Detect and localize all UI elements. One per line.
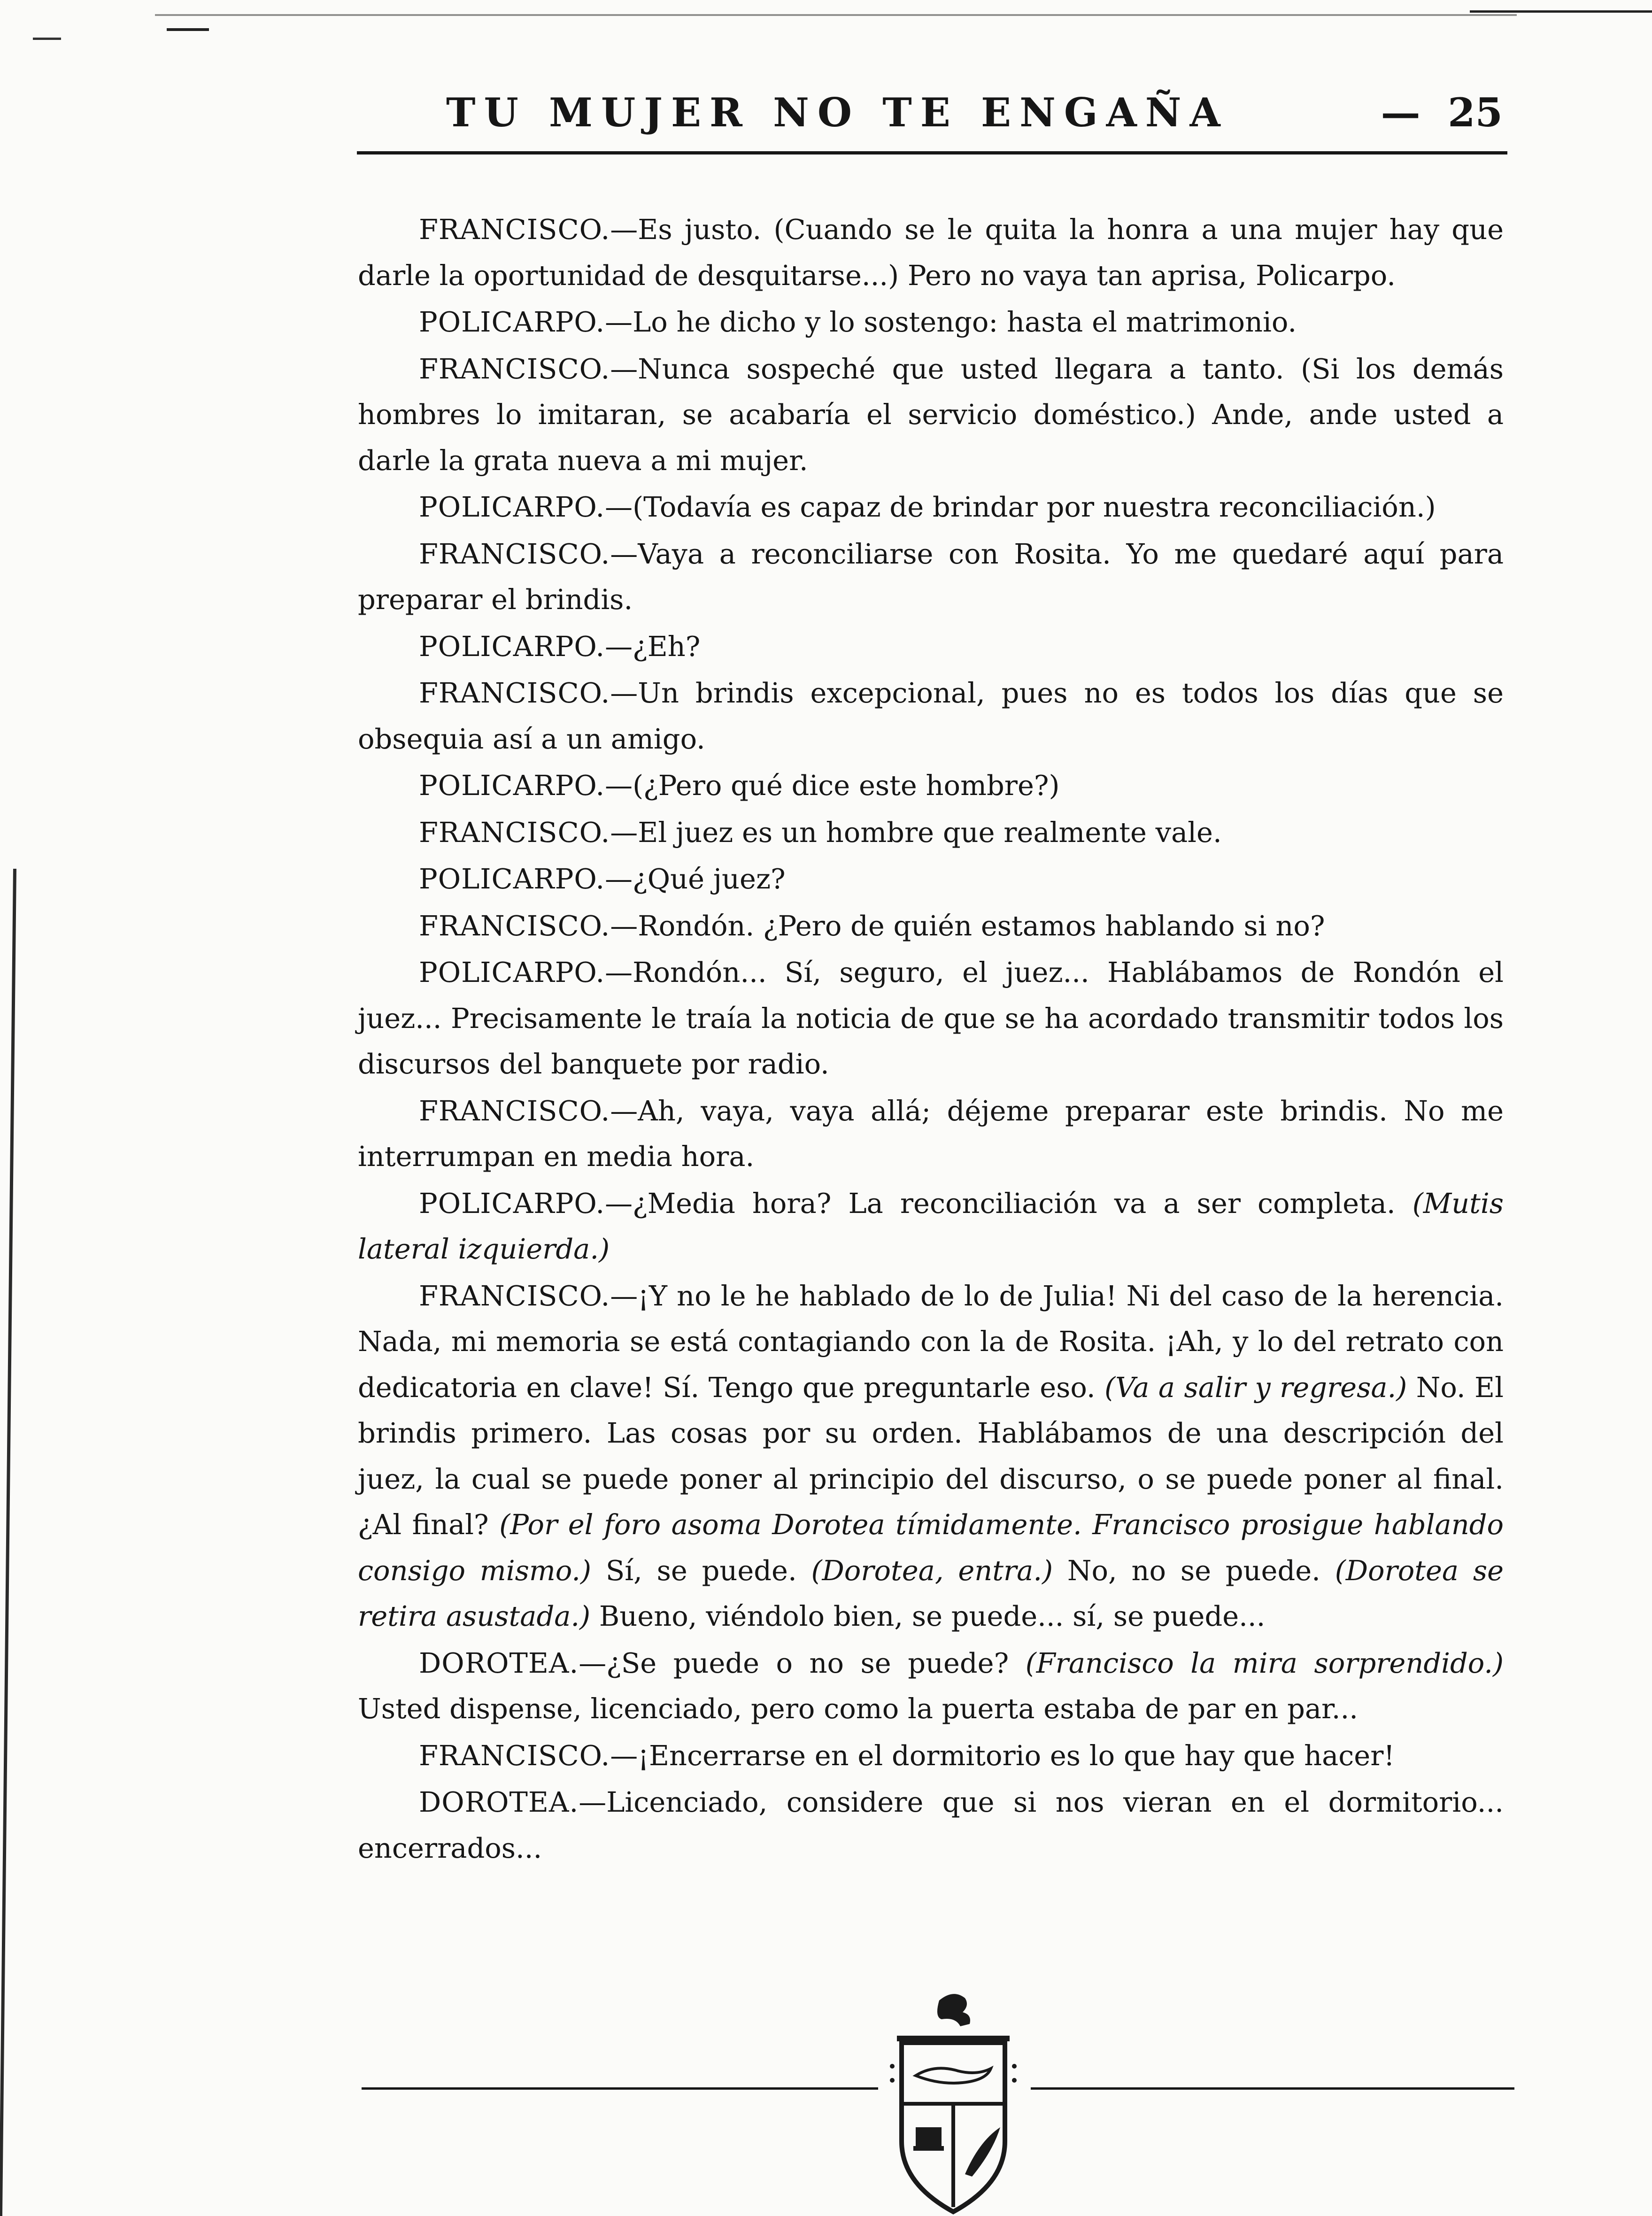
page-number: 25 [1448,89,1503,136]
coat-of-arms-icon [869,1986,1038,2216]
dialogue-paragraph [358,531,1504,623]
dialogue-line: —El juez es un hombre que realmente vale. [610,816,1222,849]
dialogue-paragraph [358,950,1504,1087]
dialogue-line: —¿Qué juez? [605,863,786,895]
dialogue-line: —(Todavía es capaz de brindar por nuestra reconciliación.) [605,491,1436,523]
folio [1381,85,1503,141]
speaker-name: FRANCISCO. [419,213,610,246]
dialogue-line: —Lo he dicho y lo sostengo: hasta el matrimonio. [605,306,1297,338]
speaker-name: DOROTEA. [419,1786,579,1818]
header-rule [357,151,1507,154]
dialogue-paragraph [358,903,1504,949]
speaker-name: FRANCISCO. [419,677,610,709]
stage-direction: (Dorotea, entra.) [811,1554,1053,1587]
dialogue-paragraph [358,624,1504,670]
stage-direction: (Francisco la mira sorprendido.) [1025,1646,1504,1679]
dialogue-line: —Nunca sospeché que usted llegara a tanto. (Si los demás hombres lo imitaran, se acabaría el servicio doméstico.) Ande, ande usted a darle la grata nueva a mi mujer. [358,352,1504,477]
speaker-name: FRANCISCO. [419,1279,610,1312]
dialogue-line: —¿Se puede o no se puede? [579,1646,1026,1679]
stage-direction: (Mutis lateral izquierda.) [358,1187,1504,1265]
dialogue-line: —Rondón... Sí, seguro, el juez... Hablábamos de Rondón el juez... Precisamente le traía la noticia de que se ha acordado transmitir todos los discursos del banquete por radio. [358,956,1504,1080]
dialogue-line: No. El brindis primero. Las cosas por su orden. Hablábamos de una descripción del juez, la cual se puede poner al principio del discurso, o se puede poner al final. ¿Al final? [358,1371,1504,1541]
dialogue-paragraph [358,207,1504,298]
dialogue-line: —¿Media hora? La reconciliación va a ser completa. [605,1187,1413,1220]
dialogue-line: —Ah, vaya, vaya allá; déjeme preparar este brindis. No me interrumpan en media hora. [358,1094,1504,1173]
dialogue-line: —(¿Pero qué dice este hombre?) [605,769,1060,802]
dialogue-line: —Vaya a reconciliarse con Rosita. Yo me quedaré aquí para preparar el brindis. [358,537,1504,616]
binding-edge [0,869,16,2216]
dialogue-paragraph [358,299,1504,345]
dialogue-paragraph [358,1088,1504,1180]
dialogue-paragraph [358,670,1504,762]
speaker-name: FRANCISCO. [419,1739,610,1772]
scan-artifact [33,38,61,40]
dialogue-paragraph [358,856,1504,902]
dialogue-line: —¡Encerrarse en el dormitorio es lo que hay que hacer! [610,1739,1395,1772]
dialogue-paragraph [358,1640,1504,1732]
speaker-name: FRANCISCO. [419,352,610,385]
folio-separator: — [1381,89,1420,136]
dialogue-line: Sí, se puede. [591,1554,811,1587]
speaker-name: POLICARPO. [419,769,605,802]
speaker-name: FRANCISCO. [419,1094,610,1127]
dialogue-line: —Un brindis excepcional, pues no es todos los días que se obsequia así a un amigo. [358,677,1504,755]
scan-artifact [155,14,1517,16]
footer-rule-left [362,2087,878,2090]
dialogue-line: No, no se puede. [1053,1554,1335,1587]
dialogue-paragraph [358,1181,1504,1272]
stage-direction: (Dorotea se retira asustada.) [358,1554,1504,1632]
dialogue-paragraph [358,1733,1504,1779]
speaker-name: POLICARPO. [419,1187,605,1220]
scan-artifact [1470,10,1652,13]
dialogue-line: —Licenciado, considere que si nos vieran en el dormitorio... encerrados... [358,1786,1504,1864]
speaker-name: FRANCISCO. [419,816,610,849]
dialogue-line: Bueno, viéndolo bien, se puede... sí, se puede... [590,1600,1266,1632]
dialogue-line: —¡Y no le he hablado de lo de Julia! Ni del caso de la herencia. Nada, mi memoria se está contagiando con la de Rosita. ¡Ah, y lo del retrato con dedicatoria en clave! Sí. Tengo que preguntarle eso. [358,1279,1504,1404]
speaker-name: FRANCISCO. [419,537,610,570]
speaker-name: FRANCISCO. [419,909,610,942]
footer-rule-right [1031,2087,1514,2090]
stage-direction: (Por el foro asoma Dorotea tímidamente. Francisco prosigue hablando consigo mismo.) [358,1508,1504,1587]
dialogue-text [358,207,1504,1872]
speaker-name: POLICARPO. [419,956,605,988]
dialogue-paragraph [358,484,1504,530]
speaker-name: POLICARPO. [419,491,605,523]
dialogue-line: —¿Eh? [605,630,701,663]
speaker-name: DOROTEA. [419,1646,579,1679]
dialogue-line: —Rondón. ¿Pero de quién estamos hablando si no? [610,909,1325,942]
scan-artifact [167,28,209,31]
dialogue-line: Usted dispense, licenciado, pero como la puerta estaba de par en par... [358,1692,1359,1725]
speaker-name: POLICARPO. [419,630,605,663]
speaker-name: POLICARPO. [419,306,605,338]
dialogue-paragraph [358,1779,1504,1871]
running-head [446,85,1503,141]
dialogue-line: —Es justo. (Cuando se le quita la honra a una mujer hay que darle la oportunidad de desquitarse...) Pero no vaya tan aprisa, Policarpo. [358,213,1504,292]
speaker-name: POLICARPO. [419,863,605,895]
dialogue-paragraph [358,1273,1504,1639]
book-title: TU MUJER NO TE ENGAÑA [446,89,1229,136]
dialogue-paragraph [358,810,1504,856]
stage-direction: (Va a salir y regresa.) [1104,1371,1407,1404]
dialogue-paragraph [358,763,1504,809]
dialogue-paragraph [358,346,1504,484]
